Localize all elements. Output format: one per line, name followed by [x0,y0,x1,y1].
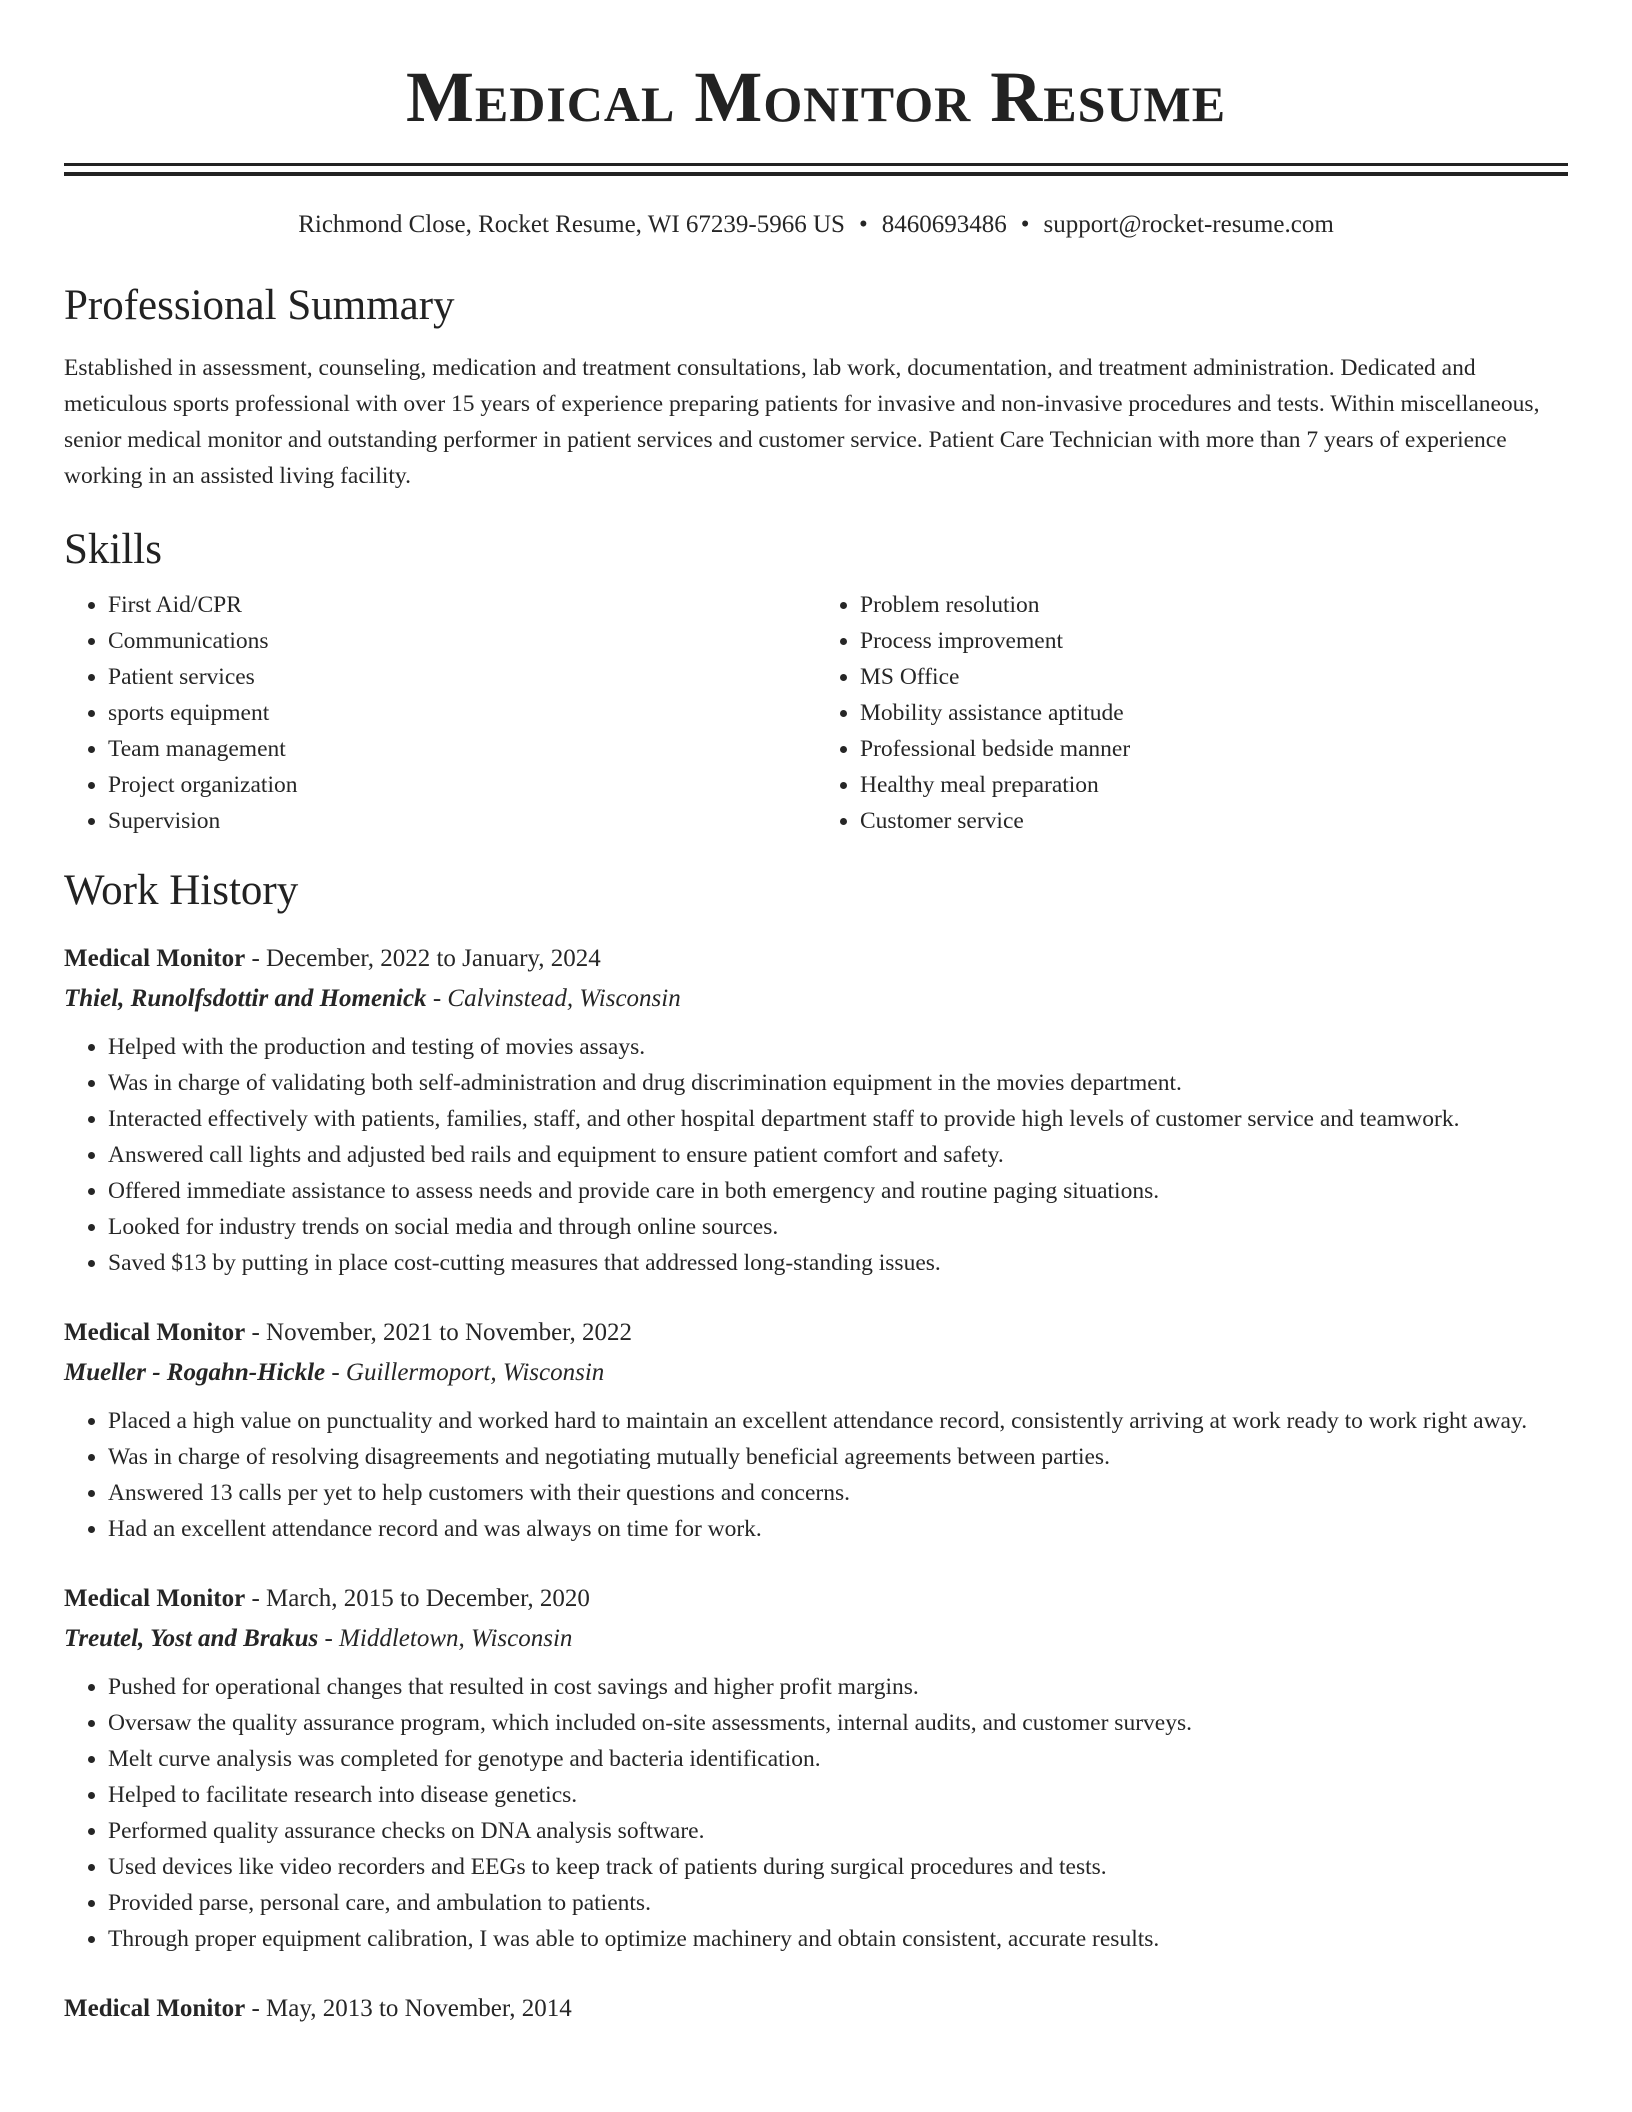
work-history-heading: Work History [64,867,299,915]
job-company: Treutel, Yost and Brakus [64,1624,319,1652]
skill-item: • Healthy meal preparation [860,767,1568,803]
title-divider-bottom [64,172,1568,176]
skill-item: • Process improvement [860,623,1568,659]
job-header [64,1579,1568,1619]
job-duty: • Answered 13 calls per yet to help customers with their questions and concerns. [108,1475,1568,1511]
skill-item: • First Aid/CPR [108,587,816,623]
skill-item: • Team management [108,731,816,767]
contact-line [64,210,1568,240]
skill-item: • sports equipment [108,695,816,731]
job-header [64,939,1568,979]
skill-item: • Customer service [860,803,1568,839]
job-duty: • Helped to facilitate research into disease genetics. [108,1777,1568,1813]
skill-item: • MS Office [860,659,1568,695]
contact-address: Richmond Close, Rocket Resume, WI 67239-5966 US [298,211,845,239]
job-dates: - December, 2022 to January, 2024 [245,944,601,972]
skill-item: • Professional bedside manner [860,731,1568,767]
job-duty: • Used devices like video recorders and EEGs to keep track of patients during surgical procedures and tests. [108,1849,1568,1885]
job-company: Mueller - Rogahn-Hickle [64,1358,326,1386]
job-location: - Calvinstead, Wisconsin [426,984,681,1012]
summary-heading: Professional Summary [64,282,455,330]
job-duty: • Placed a high value on punctuality and worked hard to maintain an excellent attendance record, consistently arriving at work ready to work right away. [108,1403,1568,1439]
job-entry [64,1579,1568,1957]
job-duty: • Was in charge of validating both self-administration and drug discrimination equipment in the movies department. [108,1065,1568,1101]
job-duty: • Was in charge of resolving disagreements and negotiating mutually beneficial agreements between parties. [108,1439,1568,1475]
summary-text: Established in assessment, counseling, medication and treatment consultations, lab work, documentation, and treatment administration. Dedicated and meticulous sports professional with over 15 years of experience preparing patients for invasive and non-invasive procedures and tests. Within miscellaneous, senior medical monitor and outstanding performer in patient services and customer service. Patient Care Technician with more than 7 years of experience working in an assisted living facility. [64,354,1540,489]
job-role: Medical Monitor [64,1318,246,1346]
job-duty: • Looked for industry trends on social media and through online sources. [108,1209,1568,1245]
contact-separator: • [858,211,868,239]
job-duty: • Performed quality assurance checks on DNA analysis software. [108,1813,1568,1849]
job-duty: • Helped with the production and testing of movies assays. [108,1029,1568,1065]
job-role: Medical Monitor [64,1994,246,2022]
job-duty: • Had an excellent attendance record and was always on time for work. [108,1511,1568,1547]
job-entry [64,939,1568,1281]
title-divider-top [64,163,1568,166]
job-dates: - November, 2021 to November, 2022 [245,1318,633,1346]
job-duty: • Interacted effectively with patients, families, staff, and other hospital department staff to provide high levels of customer service and teamwork. [108,1101,1568,1137]
job-header [64,1313,1568,1353]
skills-heading: Skills [64,525,162,573]
skill-item: • Mobility assistance aptitude [860,695,1568,731]
job-duty: • Melt curve analysis was completed for genotype and bacteria identification. [108,1741,1568,1777]
job-dates: - March, 2015 to December, 2020 [245,1584,590,1612]
job-duty: • Provided parse, personal care, and ambulation to patients. [108,1885,1568,1921]
job-duty: • Oversaw the quality assurance program, which included on-site assessments, internal audits, and customer surveys. [108,1705,1568,1741]
job-header [64,1989,1568,2029]
skills-list-left [64,587,816,839]
job-entry [64,1313,1568,1547]
contact-email: support@rocket-resume.com [1043,211,1334,239]
job-duties-list [64,1669,1568,1957]
job-duties-list [64,1029,1568,1281]
resume-title: Medical Monitor Resume [405,57,1227,137]
job-role: Medical Monitor [64,1584,246,1612]
skill-item: • Problem resolution [860,587,1568,623]
job-dates: - May, 2013 to November, 2014 [245,1994,572,2022]
skills-list-right [816,587,1568,839]
skills-columns [64,587,1568,839]
job-entry [64,1989,1568,2029]
skill-item: • Project organization [108,767,816,803]
contact-separator: • [1020,211,1030,239]
job-location: - Guillermoport, Wisconsin [325,1358,605,1386]
skill-item: • Patient services [108,659,816,695]
job-role: Medical Monitor [64,944,246,972]
job-duty: • Saved $13 by putting in place cost-cutting measures that addressed long-standing issues. [108,1245,1568,1281]
skill-item: • Supervision [108,803,816,839]
contact-phone: 8460693486 [881,211,1007,239]
job-duties-list [64,1403,1568,1547]
job-duty: • Answered call lights and adjusted bed rails and equipment to ensure patient comfort and safety. [108,1137,1568,1173]
job-employer [64,1619,1568,1659]
job-duty: • Offered immediate assistance to assess needs and provide care in both emergency and routine paging situations. [108,1173,1568,1209]
job-duty: • Pushed for operational changes that resulted in cost savings and higher profit margins. [108,1669,1568,1705]
job-employer [64,979,1568,1019]
job-employer [64,1353,1568,1393]
job-company: Thiel, Runolfsdottir and Homenick [64,984,427,1012]
job-duty: • Through proper equipment calibration, I was able to optimize machinery and obtain consistent, accurate results. [108,1921,1568,1957]
job-location: - Middletown, Wisconsin [318,1624,573,1652]
skill-item: • Communications [108,623,816,659]
